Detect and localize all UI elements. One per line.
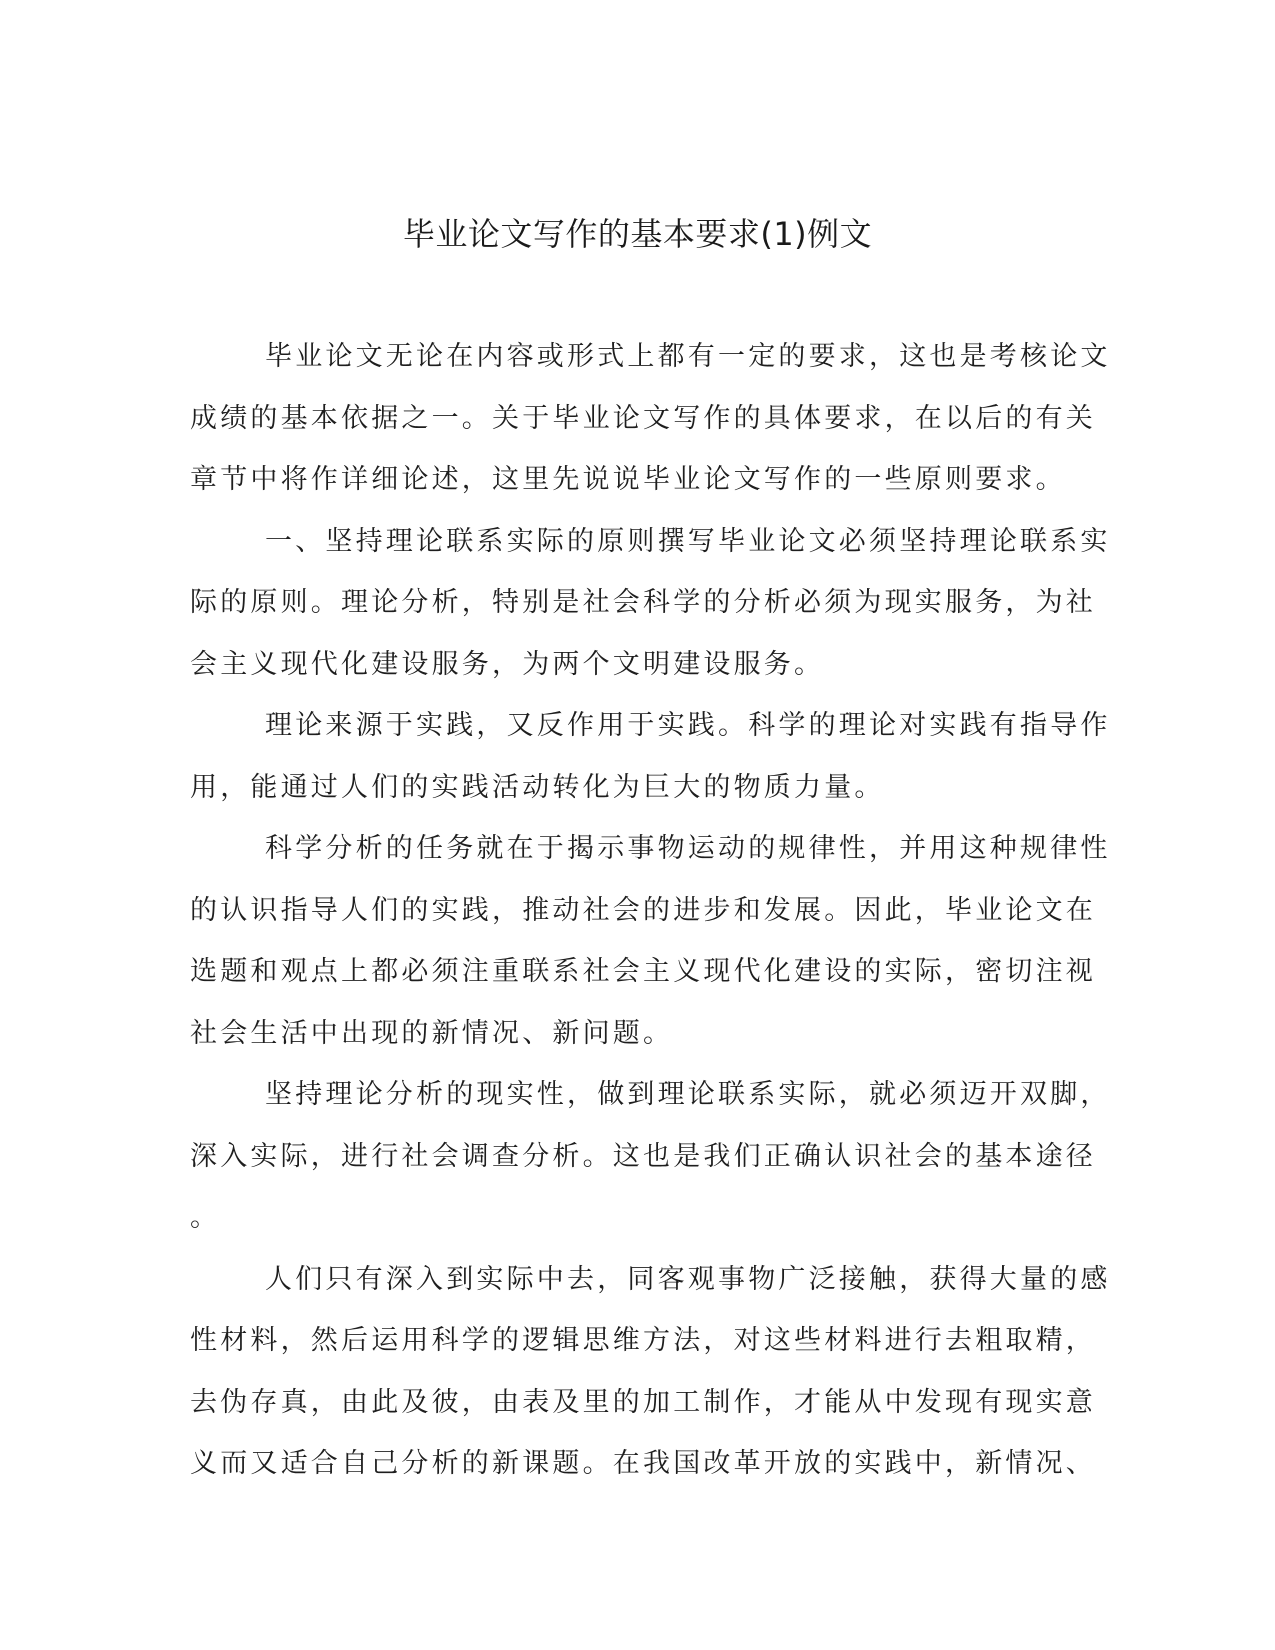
document-body (190, 326, 1111, 1495)
paragraph-4 (190, 818, 1111, 1064)
document-title: 毕业论文写作的基本要求(1)例文 (402, 215, 873, 253)
text-line: 会主义现代化建设服务，为两个文明建设服务。 (190, 648, 825, 680)
text-line: 去伪存真，由此及彼，由表及里的加工制作，才能从中发现有现实意 (190, 1386, 1096, 1418)
paragraph-1 (190, 326, 1111, 511)
text-line: 坚持理论分析的现实性，做到理论联系实际，就必须迈开双脚， (265, 1079, 1111, 1110)
text-line: 毕业论文无论在内容或形式上都有一定的要求，这也是考核论文 (265, 341, 1111, 372)
text-line: 。 (190, 1202, 221, 1233)
text-line: 一、坚持理论联系实际的原则撰写毕业论文必须坚持理论联系实 (265, 525, 1111, 557)
text-line: 义而又适合自己分析的新课题。在我国改革开放的实践中，新情况、 (190, 1448, 1096, 1479)
text-line: 的认识指导人们的实践，推动社会的进步和发展。因此，毕业论文在 (190, 894, 1096, 926)
text-line: 人们只有深入到实际中去，同客观事物广泛接触，获得大量的感 (265, 1263, 1111, 1295)
text-line: 际的原则。理论分析，特别是社会科学的分析必须为现实服务，为社 (190, 587, 1096, 618)
text-line: 选题和观点上都必须注重联系社会主义现代化建设的实际，密切注视 (190, 956, 1096, 987)
paragraph-2 (190, 511, 1111, 696)
paragraph-3 (190, 695, 1111, 818)
text-line: 性材料，然后运用科学的逻辑思维方法，对这些材料进行去粗取精， (190, 1325, 1096, 1356)
paragraph-5 (190, 1064, 1111, 1249)
text-line: 成绩的基本依据之一。关于毕业论文写作的具体要求，在以后的有关 (190, 402, 1096, 434)
text-line: 社会生活中出现的新情况、新问题。 (190, 1017, 674, 1049)
text-line: 用，能通过人们的实践活动转化为巨大的物质力量。 (190, 771, 885, 803)
text-line: 理论来源于实践，又反作用于实践。科学的理论对实践有指导作 (265, 710, 1111, 741)
text-line: 科学分析的任务就在于揭示事物运动的规律性，并用这种规律性 (265, 833, 1111, 864)
text-line: 章节中将作详细论述，这里先说说毕业论文写作的一些原则要求。 (190, 464, 1066, 495)
paragraph-6 (190, 1249, 1111, 1495)
text-line: 深入实际，进行社会调查分析。这也是我们正确认识社会的基本途径 (190, 1140, 1096, 1172)
